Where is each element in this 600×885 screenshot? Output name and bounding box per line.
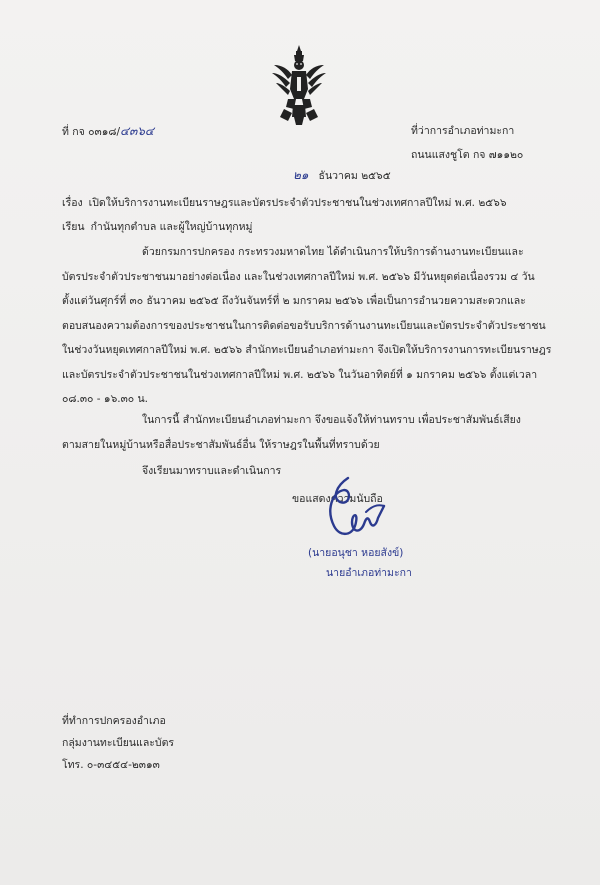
reference-number: ที่ กจ ๐๓๑๘/๔๓๖๔: [62, 124, 154, 138]
paragraph-line: ๐๘.๓๐ - ๑๖.๓๐ น.: [62, 393, 149, 405]
closing-salutation: ขอแสดงความนับถือ: [292, 493, 383, 505]
signatory-name: (นายอนุชา หอยสังข์): [308, 547, 404, 559]
paragraph-line: และบัตรประจำตัวประชาชนในช่วงเทศกาลปีใหม่ พ.ศ. ๒๕๖๖ ในวันอาทิตย์ที่ ๑ มกราคม ๒๕๖๖ ตั้งแต่เวลา: [62, 368, 538, 381]
recipient-label: เรียน: [62, 221, 85, 233]
paragraph-line: ตั้งแต่วันศุกร์ที่ ๓๐ ธันวาคม ๒๕๖๕ ถึงวันจันทร์ที่ ๒ มกราคม ๒๕๖๖ เพื่อเป็นการอำนวยความสะดวกและ: [62, 295, 526, 307]
body-paragraph-2: [62, 408, 521, 457]
paragraph-line: บัตรประจำตัวประชาชนมาอย่างต่อเนื่อง และในช่วงเทศกาลปีใหม่ พ.ศ. ๒๕๖๖ มีวันหยุดต่อเนื่องรวม ๔ วัน: [62, 270, 535, 283]
paragraph-line: ด้วยกรมการปกครอง กระทรวงมหาดไทย ได้ดำเนินการให้บริการด้านงานทะเบียนและ: [142, 246, 524, 258]
subject-label: เรื่อง: [62, 197, 83, 209]
date-handwritten-day: ๒๑: [293, 168, 309, 182]
office-address-line1: ที่ว่าการอำเภอท่ามะกา: [411, 125, 515, 137]
subject-line: [62, 196, 507, 210]
reference-handwritten-number: ๔๓๖๔: [120, 124, 154, 138]
subject-text: เปิดให้บริการงานทะเบียนราษฎรและบัตรประจำตัวประชาชนในช่วงเทศกาลปีใหม่ พ.ศ. ๒๕๖๖: [88, 197, 507, 209]
recipient-line: [62, 220, 252, 234]
letter-date: ๒๑ ธันวาคม ๒๕๖๕: [293, 168, 391, 182]
office-address-line2: ถนนแสงชูโต กจ ๗๑๑๒๐: [411, 149, 524, 161]
signature-icon: [322, 476, 390, 548]
signatory-position: นายอำเภอท่ามะกา: [326, 567, 412, 579]
closing-request: จึงเรียนมาทราบและดำเนินการ: [142, 465, 282, 477]
footer-phone: โทร. ๐-๓๔๕๔-๒๓๑๓: [62, 759, 160, 771]
paragraph-line: ในการนี้ สำนักทะเบียนอำเภอท่ามะกา จึงขอแจ้งให้ท่านทราบ เพื่อประชาสัมพันธ์เสียง: [142, 414, 521, 426]
footer-department: ที่ทำการปกครองอำเภอ: [62, 715, 166, 727]
recipient-text: กำนันทุกตำบล และผู้ใหญ่บ้านทุกหมู่: [90, 221, 253, 233]
paragraph-line: ตอบสนองความต้องการของประชาชนในการติดต่อขอรับบริการด้านงานทะเบียนและบัตรประจำตัวประชาชน: [62, 319, 546, 332]
footer-section: กลุ่มงานทะเบียนและบัตร: [62, 737, 175, 749]
garuda-emblem-icon: [270, 43, 328, 127]
paragraph-line: ตามสายในหมู่บ้านหรือสื่อประชาสัมพันธ์อื่น ให้ราษฎรในพื้นที่ทราบด้วย: [62, 438, 380, 451]
body-paragraph-1: [62, 240, 551, 412]
paragraph-line: ในช่วงวันหยุดเทศกาลปีใหม่ พ.ศ. ๒๕๖๖ สำนักทะเบียนอำเภอท่ามะกา จึงเปิดให้บริการงานการทะเบียนราษฎร: [62, 344, 552, 356]
